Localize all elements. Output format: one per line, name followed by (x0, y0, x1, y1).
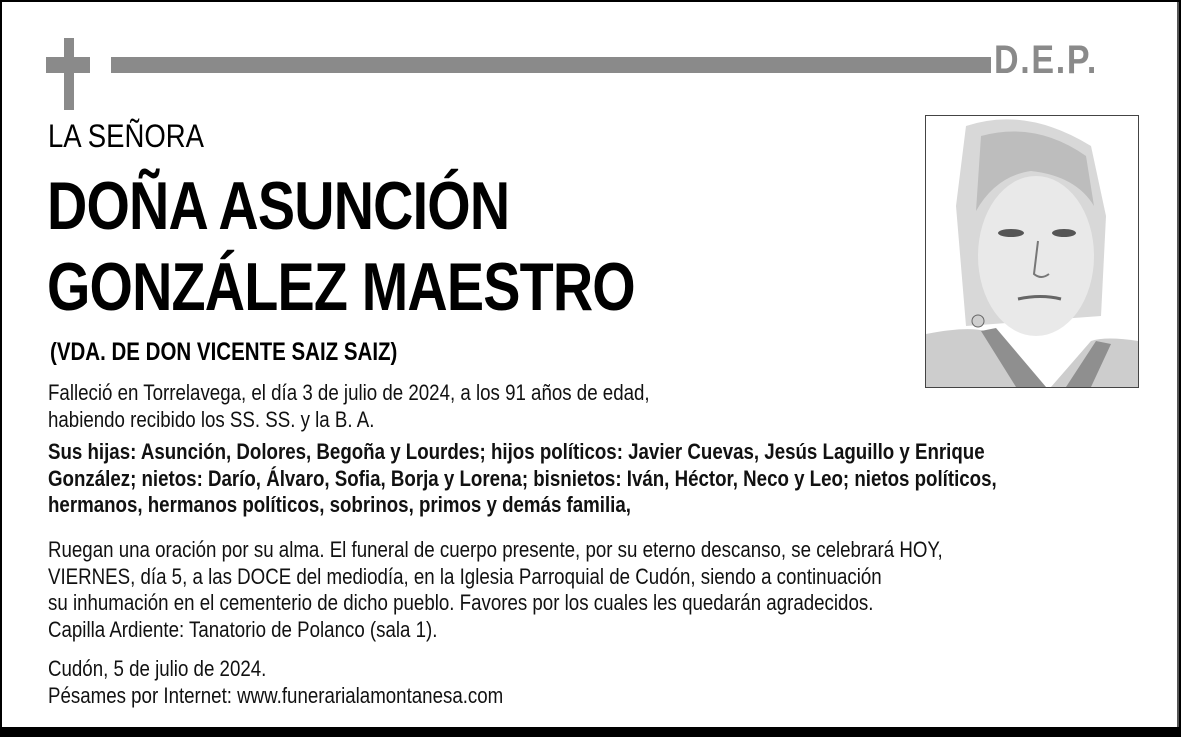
family-line: González; nietos: Darío, Álvaro, Sofia, Borja y Lorena; bisnietos: Iván, Héctor, Neco y Leo; nietos políticos, (48, 465, 997, 491)
death-notice-line: habiendo recibido los SS. SS. y la B. A. (48, 406, 375, 432)
family-line: Sus hijas: Asunción, Dolores, Begoña y Lourdes; hijos políticos: Javier Cuevas, Jesús Laguillo y Enrique (48, 439, 985, 464)
condolences-link: Pésames por Internet: www.funerarialamontanesa.com (48, 682, 504, 708)
obituary-card (2, 2, 1179, 727)
header-rule (111, 57, 991, 73)
funeral-line: VIERNES, día 5, a las DOCE del mediodía, en la Iglesia Parroquial de Cudón, siendo a continuación (48, 563, 882, 589)
title-prefix: LA SEÑORA (48, 118, 205, 154)
deceased-name-line2: GONZÁLEZ MAESTRO (47, 249, 635, 325)
portrait-image (926, 116, 1138, 387)
family-list (48, 439, 997, 519)
deceased-name-line1: DOÑA ASUNCIÓN (47, 168, 510, 244)
cross-icon (64, 38, 74, 110)
dep-label: D.E.P. (994, 38, 1099, 82)
widow-of: (VDA. DE DON VICENTE SAIZ SAIZ) (50, 338, 398, 366)
bottom-border (0, 727, 1181, 737)
portrait-photo (925, 115, 1139, 388)
family-line: hermanos, hermanos políticos, sobrinos, primos y demás familia, (48, 492, 631, 517)
funeral-details (48, 537, 943, 643)
funeral-line: Capilla Ardiente: Tanatorio de Polanco (sala 1). (48, 616, 438, 642)
death-notice-line: Falleció en Torrelavega, el día 3 de julio de 2024, a los 91 años de edad, (48, 380, 650, 405)
death-notice (48, 380, 650, 433)
funeral-line: su inhumación en el cementerio de dicho pueblo. Favores por los cuales les quedarán agradecidos. (48, 590, 874, 615)
place-date: Cudón, 5 de julio de 2024. (48, 656, 267, 681)
footer (48, 656, 503, 709)
cross-icon-arm (46, 57, 90, 73)
funeral-line: Ruegan una oración por su alma. El funeral de cuerpo presente, por su eterno descanso, se celebrará HOY, (48, 537, 943, 562)
